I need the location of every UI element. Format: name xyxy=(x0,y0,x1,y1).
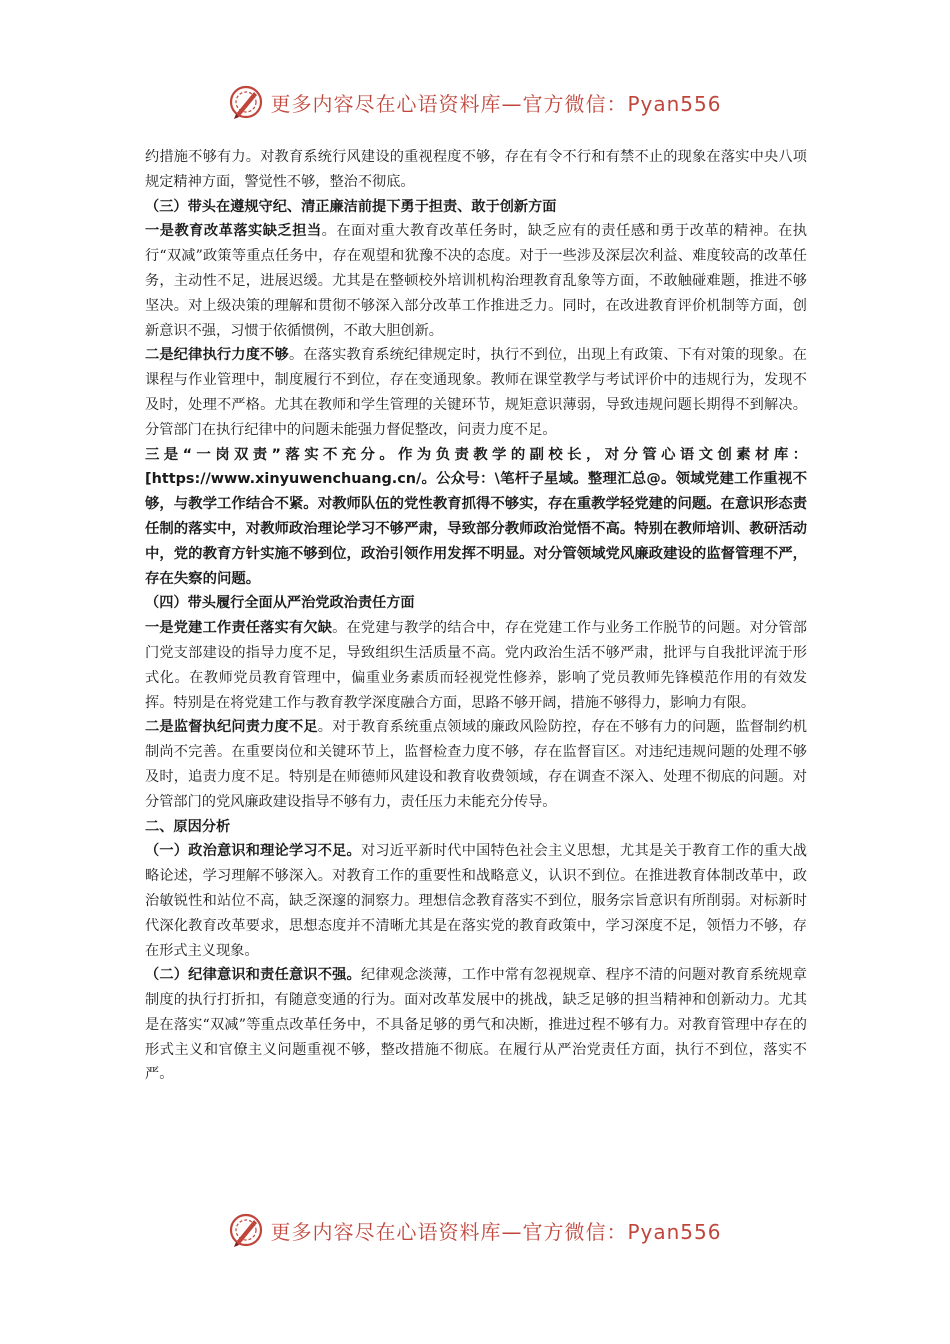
paragraph-body: 。在落实教育系统纪律规定时，执行不到位，出现上有政策、下有对策的现象。在课程与作业管理中，制度履行不到位，存在变通现象。教师在课堂教学与考试评价中的违规行为，发现不及时，处理不严格。尤其在教师和学生管理的关键环节，规矩意识薄弱，导致违规问题长期得不到解决。分管部门在执行纪律中的问题未能强力督促整改，问责力度不足。 xyxy=(145,347,807,438)
paragraph xyxy=(145,616,807,715)
section-heading-3: （三）带头在遵规守纪、清正廉洁前提下勇于担责、敢于创新方面 xyxy=(145,198,557,215)
section-heading-4: （四）带头履行全面从严治党政治责任方面 xyxy=(145,595,415,612)
paragraph xyxy=(145,343,807,442)
chapter-heading: 二、原因分析 xyxy=(145,818,231,835)
document-body xyxy=(145,145,807,1087)
paragraph xyxy=(145,715,807,814)
paragraph-lead: 二是监督执纪问责力度不足 xyxy=(145,719,318,736)
banner-text: 更多内容尽在心语资料库—官方微信：Pyan556 xyxy=(270,1219,722,1244)
pen-logo-icon xyxy=(228,1212,264,1248)
footer-banner xyxy=(0,1208,950,1252)
paragraph xyxy=(145,219,807,343)
paragraph-body: 。在面对重大教育改革任务时，缺乏应有的责任感和勇于改革的精神。在执行“双减”政策等重点任务中，存在观望和犹豫不决的态度。对于一些涉及深层次利益、难度较高的改革任务，主动性不足，进展迟缓。尤其是在整顿校外培训机构治理教育乱象等方面，不敢触碰难题，推进不够坚决。对上级决策的理解和贯彻不够深入部分改革工作推进乏力。同时，在改进教育评价机制等方面，创新意识不强，习惯于依循惯例，不敢大胆创新。 xyxy=(145,223,807,339)
paragraph-body: 纪律观念淡薄，工作中常有忽视规章、程序不清的问题对教育系统规章制度的执行打折扣，有随意变通的行为。面对改革发展中的挑战，缺乏足够的担当精神和创新动力。尤其是在落实“双减”等重点改革任务中，不具备足够的勇气和决断，推进过程不够有力。对教育管理中存在的形式主义和官僚主义问题重视不够，整改措施不彻底。在履行从严治党责任方面，执行不到位，落实不严。 xyxy=(145,967,807,1083)
paragraph-body: 。对于教育系统重点领域的廉政风险防控，存在不够有力的问题，监督制约机制尚不完善。在重要岗位和关键环节上，监督检查力度不够，存在监督盲区。对违纪违规问题的处理不够及时，追责力度不足。特别是在师德师风建设和教育收费领域，存在调查不深入、处理不彻底的问题。对分管部门的党风廉政建设指导不够有力，责任压力未能充分传导。 xyxy=(145,719,807,810)
paragraph-lead: （一）政治意识和理论学习不足。 xyxy=(145,843,361,860)
paragraph-lead: 一是党建工作责任落实有欠缺 xyxy=(145,620,333,637)
paragraph-lead: 一是教育改革落实缺乏担当 xyxy=(145,223,322,240)
header-banner xyxy=(0,80,950,124)
paragraph-bold-sans: 三是“一岗双责”落实不充分。作为负责教学的副校长，对分管心语文创素材库：[https://www.xinyuwenchuang.cn/。公众号：\笔杆子星域。整理汇总@。领域党建工作重视不够，与教学工作结合不紧。对教师队伍的党性教育抓得不够实，存在重教学轻党建的问题。在意识形态责任制的落实中，对教师政治理论学习不够严肃，导致部分教师政治觉悟不高。特别在教师培训、教研活动中，党的教育方针实施不够到位，政治引领作用发挥不明显。对分管领域党风廉政建设的监督管理不严，存在失察的问题。 xyxy=(145,446,807,587)
paragraph-body: 。在党建与教学的结合中，存在党建工作与业务工作脱节的问题。对分管部门党支部建设的指导力度不足，导致组织生活质量不高。党内政治生活不够严肃，批评与自我批评流于形式化。在教师党员教育管理中，偏重业务素质而轻视党性修养，影响了党员教师先锋模范作用的有效发挥。特别是在将党建工作与教育教学深度融合方面，思路不够开阔，措施不够得力，影响力有限。 xyxy=(145,620,807,711)
paragraph-lead: （二）纪律意识和责任意识不强。 xyxy=(145,967,361,984)
paragraph-body: 对习近平新时代中国特色社会主义思想，尤其是关于教育工作的重大战略论述，学习理解不够深入。对教育工作的重要性和战略意义，认识不到位。在推进教育体制改革中，政治敏锐性和站位不高，缺乏深邃的洞察力。理想信念教育落实不到位，服务宗旨意识有所削弱。对标新时代深化教育改革要求，思想态度并不清晰尤其是在落实党的教育政策中，学习深度不足，领悟力不够，存在形式主义现象。 xyxy=(145,843,807,959)
paragraph: 约措施不够有力。对教育系统行风建设的重视程度不够，存在有令不行和有禁不止的现象在落实中央八项规定精神方面，警觉性不够，整治不彻底。 xyxy=(145,149,807,190)
paragraph xyxy=(145,839,807,963)
paragraph xyxy=(145,963,807,1087)
pen-logo-icon xyxy=(228,84,264,120)
banner-text: 更多内容尽在心语资料库—官方微信：Pyan556 xyxy=(270,91,722,116)
paragraph-lead: 二是纪律执行力度不够 xyxy=(145,347,289,364)
